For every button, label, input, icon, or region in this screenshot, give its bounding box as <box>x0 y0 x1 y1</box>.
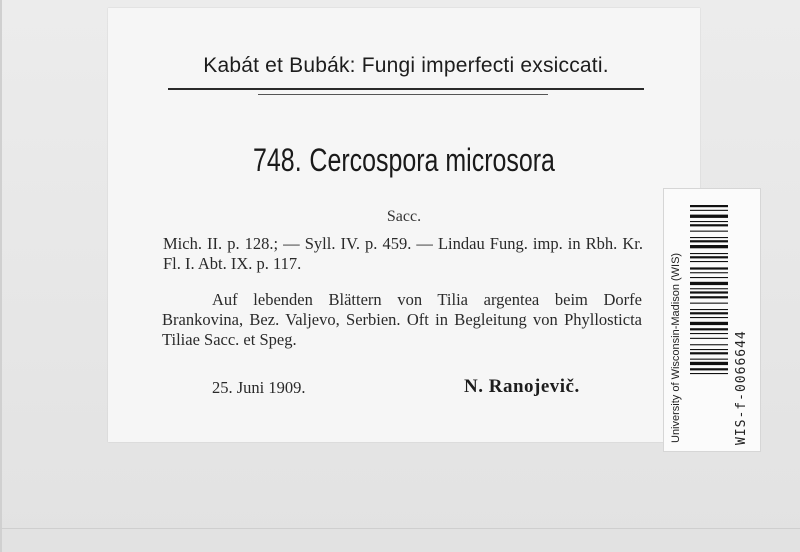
barcode-stripe <box>690 237 728 238</box>
barcode-stripe <box>690 245 728 248</box>
barcode-stripe <box>690 253 728 254</box>
barcode-stripe <box>690 322 728 325</box>
literature-references: Mich. II. p. 128.; — Syll. IV. p. 459. — Lindau Fung. imp. in Rbh. Kr. Fl. I. Abt. IX. p. 117. <box>163 234 643 273</box>
species-line <box>173 142 635 179</box>
barcode-stripe <box>690 368 728 370</box>
barcode-stripe <box>690 261 728 262</box>
barcode-bars <box>690 203 728 435</box>
title-rule <box>168 88 644 90</box>
barcode-stripe <box>690 362 728 365</box>
barcode-stripe <box>690 277 728 278</box>
title-rule-thin <box>258 94 548 95</box>
barcode-stripe <box>690 344 728 345</box>
collector-name: N. Ranojevič. <box>464 376 580 397</box>
barcode-stripe <box>690 272 728 273</box>
barcode-stripe <box>690 309 728 310</box>
barcode-stripe <box>690 333 728 334</box>
barcode-stripe <box>690 312 728 314</box>
barcode-stripe <box>690 267 728 269</box>
barcode-stripe <box>690 215 728 218</box>
barcode-stripe <box>690 352 728 354</box>
barcode-stripe <box>690 328 728 330</box>
barcode-stripe <box>690 224 728 226</box>
specimen-number: 748. <box>253 142 302 178</box>
institution-name: University of Wisconsin-Madison (WIS) <box>670 252 682 443</box>
barcode-stripe <box>690 338 728 339</box>
barcode-stripe <box>690 282 728 285</box>
barcode-stripe <box>690 256 728 258</box>
barcode-stripe <box>690 373 728 374</box>
barcode-stripe <box>690 291 728 293</box>
barcode-stripe <box>690 317 728 318</box>
barcode-stripe <box>690 210 728 211</box>
barcode-stripe <box>690 231 728 232</box>
barcode-stripe <box>690 303 728 304</box>
barcode-stripe <box>690 359 728 360</box>
barcode-stripe <box>690 296 728 298</box>
barcode-stripe <box>690 288 728 289</box>
habitat-description: Auf lebenden Blättern von Tilia argentea beim Dorfe Brankovina, Bez. Valjevo, Serbien. Oft in Begleitung von Phyllosticta Tiliae Sacc. et Speg. <box>162 290 642 349</box>
barcode-stripe <box>690 349 728 350</box>
barcode-label <box>663 188 761 452</box>
species-author: Sacc. <box>386 208 422 225</box>
exsiccata-title: Kabát et Bubák: Fungi imperfecti exsiccati. <box>203 54 609 77</box>
barcode-stripe <box>690 205 728 207</box>
specimen-label <box>108 8 700 442</box>
barcode-stripe <box>690 240 728 242</box>
envelope-fold-line <box>0 528 800 529</box>
barcode-stripe <box>690 221 728 222</box>
envelope-edge <box>0 0 2 552</box>
collection-date: 25. Juni 1909. <box>212 378 306 397</box>
species-name: Cercospora microsora <box>309 142 555 178</box>
barcode-id: WIS-f-0066644 <box>734 330 749 445</box>
